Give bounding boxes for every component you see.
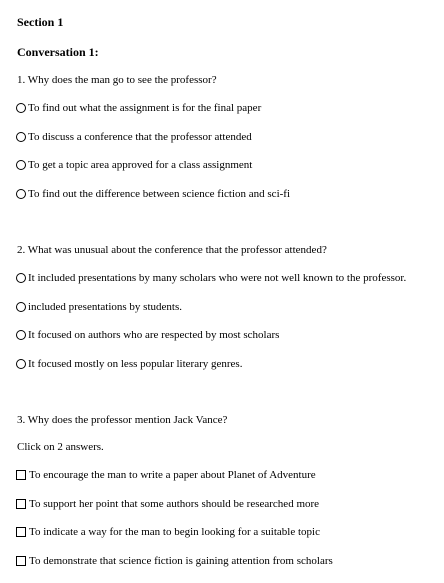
q3-option-1-label: To encourage the man to write a paper about Planet of Adventure — [29, 469, 316, 481]
question-3-instruction: Click on 2 answers. — [17, 441, 104, 453]
q1-option-1-label: To find out what the assignment is for the final paper — [28, 102, 262, 114]
q2-option-3-label: It focused on authors who are respected by most scholars — [28, 329, 280, 341]
q1-option-3-label: To get a topic area approved for a class assignment — [28, 159, 253, 171]
q3-option-3-label: To indicate a way for the man to begin looking for a suitable topic — [29, 526, 320, 538]
q2-option-2[interactable] — [16, 300, 182, 314]
radio-button[interactable] — [16, 189, 26, 199]
q3-option-4-label: To demonstrate that science fiction is gaining attention from scholars — [29, 555, 333, 567]
q3-option-2[interactable] — [16, 497, 319, 511]
radio-button[interactable] — [16, 359, 26, 369]
question-3-text: 3. Why does the professor mention Jack Vance? — [17, 414, 228, 426]
q2-option-1[interactable] — [16, 271, 406, 285]
question-2-text: 2. What was unusual about the conference that the professor attended? — [17, 244, 327, 256]
q2-option-4[interactable] — [16, 357, 242, 371]
question-1-text: 1. Why does the man go to see the professor? — [17, 74, 217, 86]
radio-button[interactable] — [16, 302, 26, 312]
checkbox[interactable] — [16, 527, 26, 537]
q3-option-3[interactable] — [16, 525, 320, 539]
q2-option-1-label: It included presentations by many scholars who were not well known to the professor. — [28, 272, 407, 284]
checkbox[interactable] — [16, 499, 26, 509]
q1-option-2-label: To discuss a conference that the professor attended — [28, 131, 252, 143]
q3-option-4[interactable] — [16, 554, 333, 568]
radio-button[interactable] — [16, 330, 26, 340]
q2-option-4-label: It focused mostly on less popular literary genres. — [28, 358, 243, 370]
q1-option-4-label: To find out the difference between science fiction and sci-fi — [28, 188, 291, 200]
section-title: Section 1 — [17, 15, 64, 29]
radio-button[interactable] — [16, 273, 26, 283]
checkbox[interactable] — [16, 470, 26, 480]
radio-button[interactable] — [16, 103, 26, 113]
radio-button[interactable] — [16, 160, 26, 170]
conversation-title: Conversation 1: — [17, 45, 99, 59]
checkbox[interactable] — [16, 556, 26, 566]
q3-option-2-label: To support her point that some authors should be researched more — [29, 498, 320, 510]
q1-option-3[interactable] — [16, 158, 252, 172]
radio-button[interactable] — [16, 132, 26, 142]
q1-option-2[interactable] — [16, 130, 252, 144]
q3-option-1[interactable] — [16, 468, 316, 482]
q1-option-4[interactable] — [16, 187, 290, 201]
q2-option-3[interactable] — [16, 328, 279, 342]
q2-option-2-label: included presentations by students. — [28, 301, 182, 313]
q1-option-1[interactable] — [16, 101, 261, 115]
